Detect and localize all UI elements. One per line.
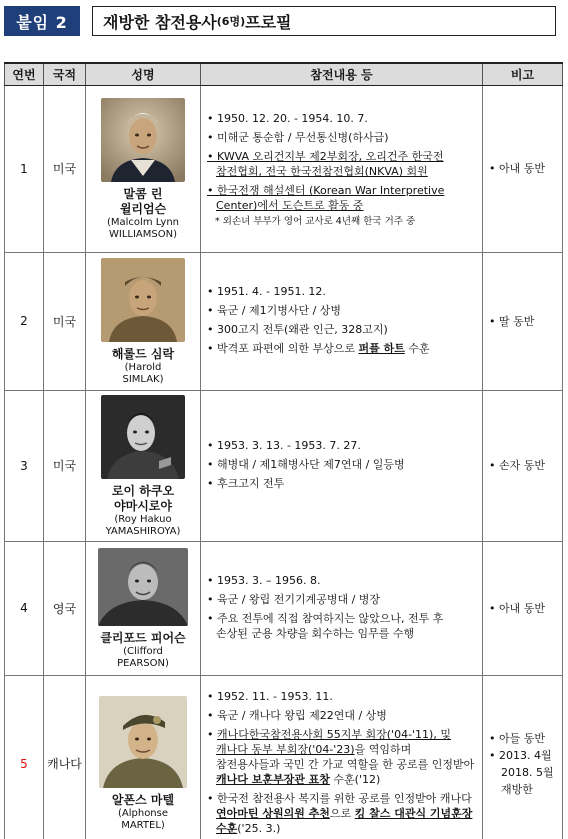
table-row [5,541,563,675]
veteran-name-en: (Malcolm Lynn WILLIAMSON) [107,216,179,240]
table-row [5,85,563,252]
veteran-profile-table [4,62,563,839]
veteran-name-cell [86,390,201,541]
nationality: 캐나다 [44,675,86,839]
row-number: 4 [5,541,44,675]
table-row [5,675,563,839]
title-count: (6명) [216,15,246,28]
service-details [201,85,483,252]
service-details [201,390,483,541]
veteran-portrait-photo [101,98,185,182]
document-title [92,6,556,36]
service-unit: • 육군 / 제1기병사단 / 상병 [207,303,478,318]
table-row [5,252,563,390]
service-unit: • 해병대 / 제1해병사단 제7연대 / 일등병 [207,457,478,472]
service-period: • 1953. 3. – 1956. 8. [207,573,478,588]
service-unit: • 육군 / 왕립 전기기계공병대 / 병장 [207,592,478,607]
service-activity: • 박격포 파편에 의한 부상으로 퍼플 하트 수훈 [207,341,478,356]
nationality: 영국 [44,541,86,675]
remarks: • 아내 동반 [483,85,563,252]
veteran-portrait-photo [98,548,188,626]
remarks: • 아내 동반 [483,541,563,675]
service-unit: • 육군 / 캐나다 왕립 제22연대 / 상병 [207,708,478,723]
veteran-name-en: (Harold SIMLAK) [122,361,164,385]
table-row [5,390,563,541]
service-activity: • 주요 전투에 직접 참여하지는 않았으나, 전투 후 손상된 군용 차량을 회수하는 임무를 수행 [207,611,478,641]
service-period: • 1952. 11. - 1953. 11. [207,689,478,704]
col-header-remarks: 비고 [483,63,563,85]
service-activity: • 한국전 참전용사 복지를 위한 공로를 인정받아 캐나다 연아마틴 상원의원 추천으로 킹 찰스 대관식 기념훈장 수훈('25. 3.) [207,791,478,836]
service-note: * 외손녀 부부가 영어 교사로 4년째 한국 거주 중 [215,216,416,227]
row-number: 1 [5,85,44,252]
nationality: 미국 [44,85,86,252]
row-number: 2 [5,252,44,390]
service-activity: • 300고지 전투(왜관 인근, 328고지) [207,322,478,337]
service-activity: • 캐나다한국참전용사회 55지부 회장('04-'11), 및 캐나다 동부 부회장('04-'23)을 역임하며 참전용사들과 국민 간 가교 역할을 한 공로를 인정받아 캐나다 보훈부장관 표창 수훈('12) [207,727,478,787]
attachment-badge: 붙임 2 [4,6,80,36]
veteran-name-en: (Roy Hakuo YAMASHIROYA) [105,513,181,537]
veteran-name-ko: 해롤드 심락 [111,346,175,361]
service-period: • 1953. 3. 13. - 1953. 7. 27. [207,438,478,453]
row-number: 5 [5,675,44,839]
veteran-name-cell [86,675,201,839]
title-main: 재방한 참전용사 [103,12,217,32]
service-period: • 1950. 12. 20. - 1954. 10. 7. [207,111,478,126]
veteran-name-cell [86,252,201,390]
service-activity: • 한국전쟁 해설센터 (Korean War Interpretive Center)에서 도슨트로 활동 중 [207,183,478,213]
veteran-name-cell [86,541,201,675]
col-header-service: 참전내용 등 [201,63,483,85]
veteran-name-ko: 알폰스 마텔 [111,793,175,808]
title-end: 프로필 [245,12,292,32]
service-details [201,675,483,839]
row-number: 3 [5,390,44,541]
veteran-name-en: (Clifford PEARSON) [117,645,169,669]
table-header-row [5,63,563,85]
document-header [4,6,556,36]
service-unit: • 미해군 통순함 / 무선통신병(하사급) [207,130,478,145]
veteran-name-ko: 클리포드 피어슨 [100,630,186,645]
veteran-name-ko: 말콤 린 윌리엄슨 [119,186,167,216]
veteran-name-en: (Alphonse MARTEL) [117,808,169,832]
service-activity: • 후크고지 전투 [207,476,478,491]
service-details [201,252,483,390]
nationality: 미국 [44,390,86,541]
veteran-portrait-photo [101,258,185,342]
col-header-name: 성명 [86,63,201,85]
veteran-portrait-photo [101,395,185,479]
service-details [201,541,483,675]
col-header-no: 연번 [5,63,44,85]
remarks: • 아들 동반 • 2013. 4월 2018. 5월 재방한 [483,675,563,839]
service-period: • 1951. 4. - 1951. 12. [207,284,478,299]
nationality: 미국 [44,252,86,390]
remarks: • 딸 동반 [483,252,563,390]
veteran-name-cell [86,85,201,252]
veteran-name-ko: 로이 하쿠오 야마시로야 [111,483,175,513]
service-activity: • KWVA 오리건지부 제2부회장, 오리건주 한국전 참전협회, 전국 한국전참전협회(NKVA) 회원 [207,149,478,179]
col-header-nationality: 국적 [44,63,86,85]
veteran-portrait-photo [99,696,187,788]
remarks: • 손자 동반 [483,390,563,541]
